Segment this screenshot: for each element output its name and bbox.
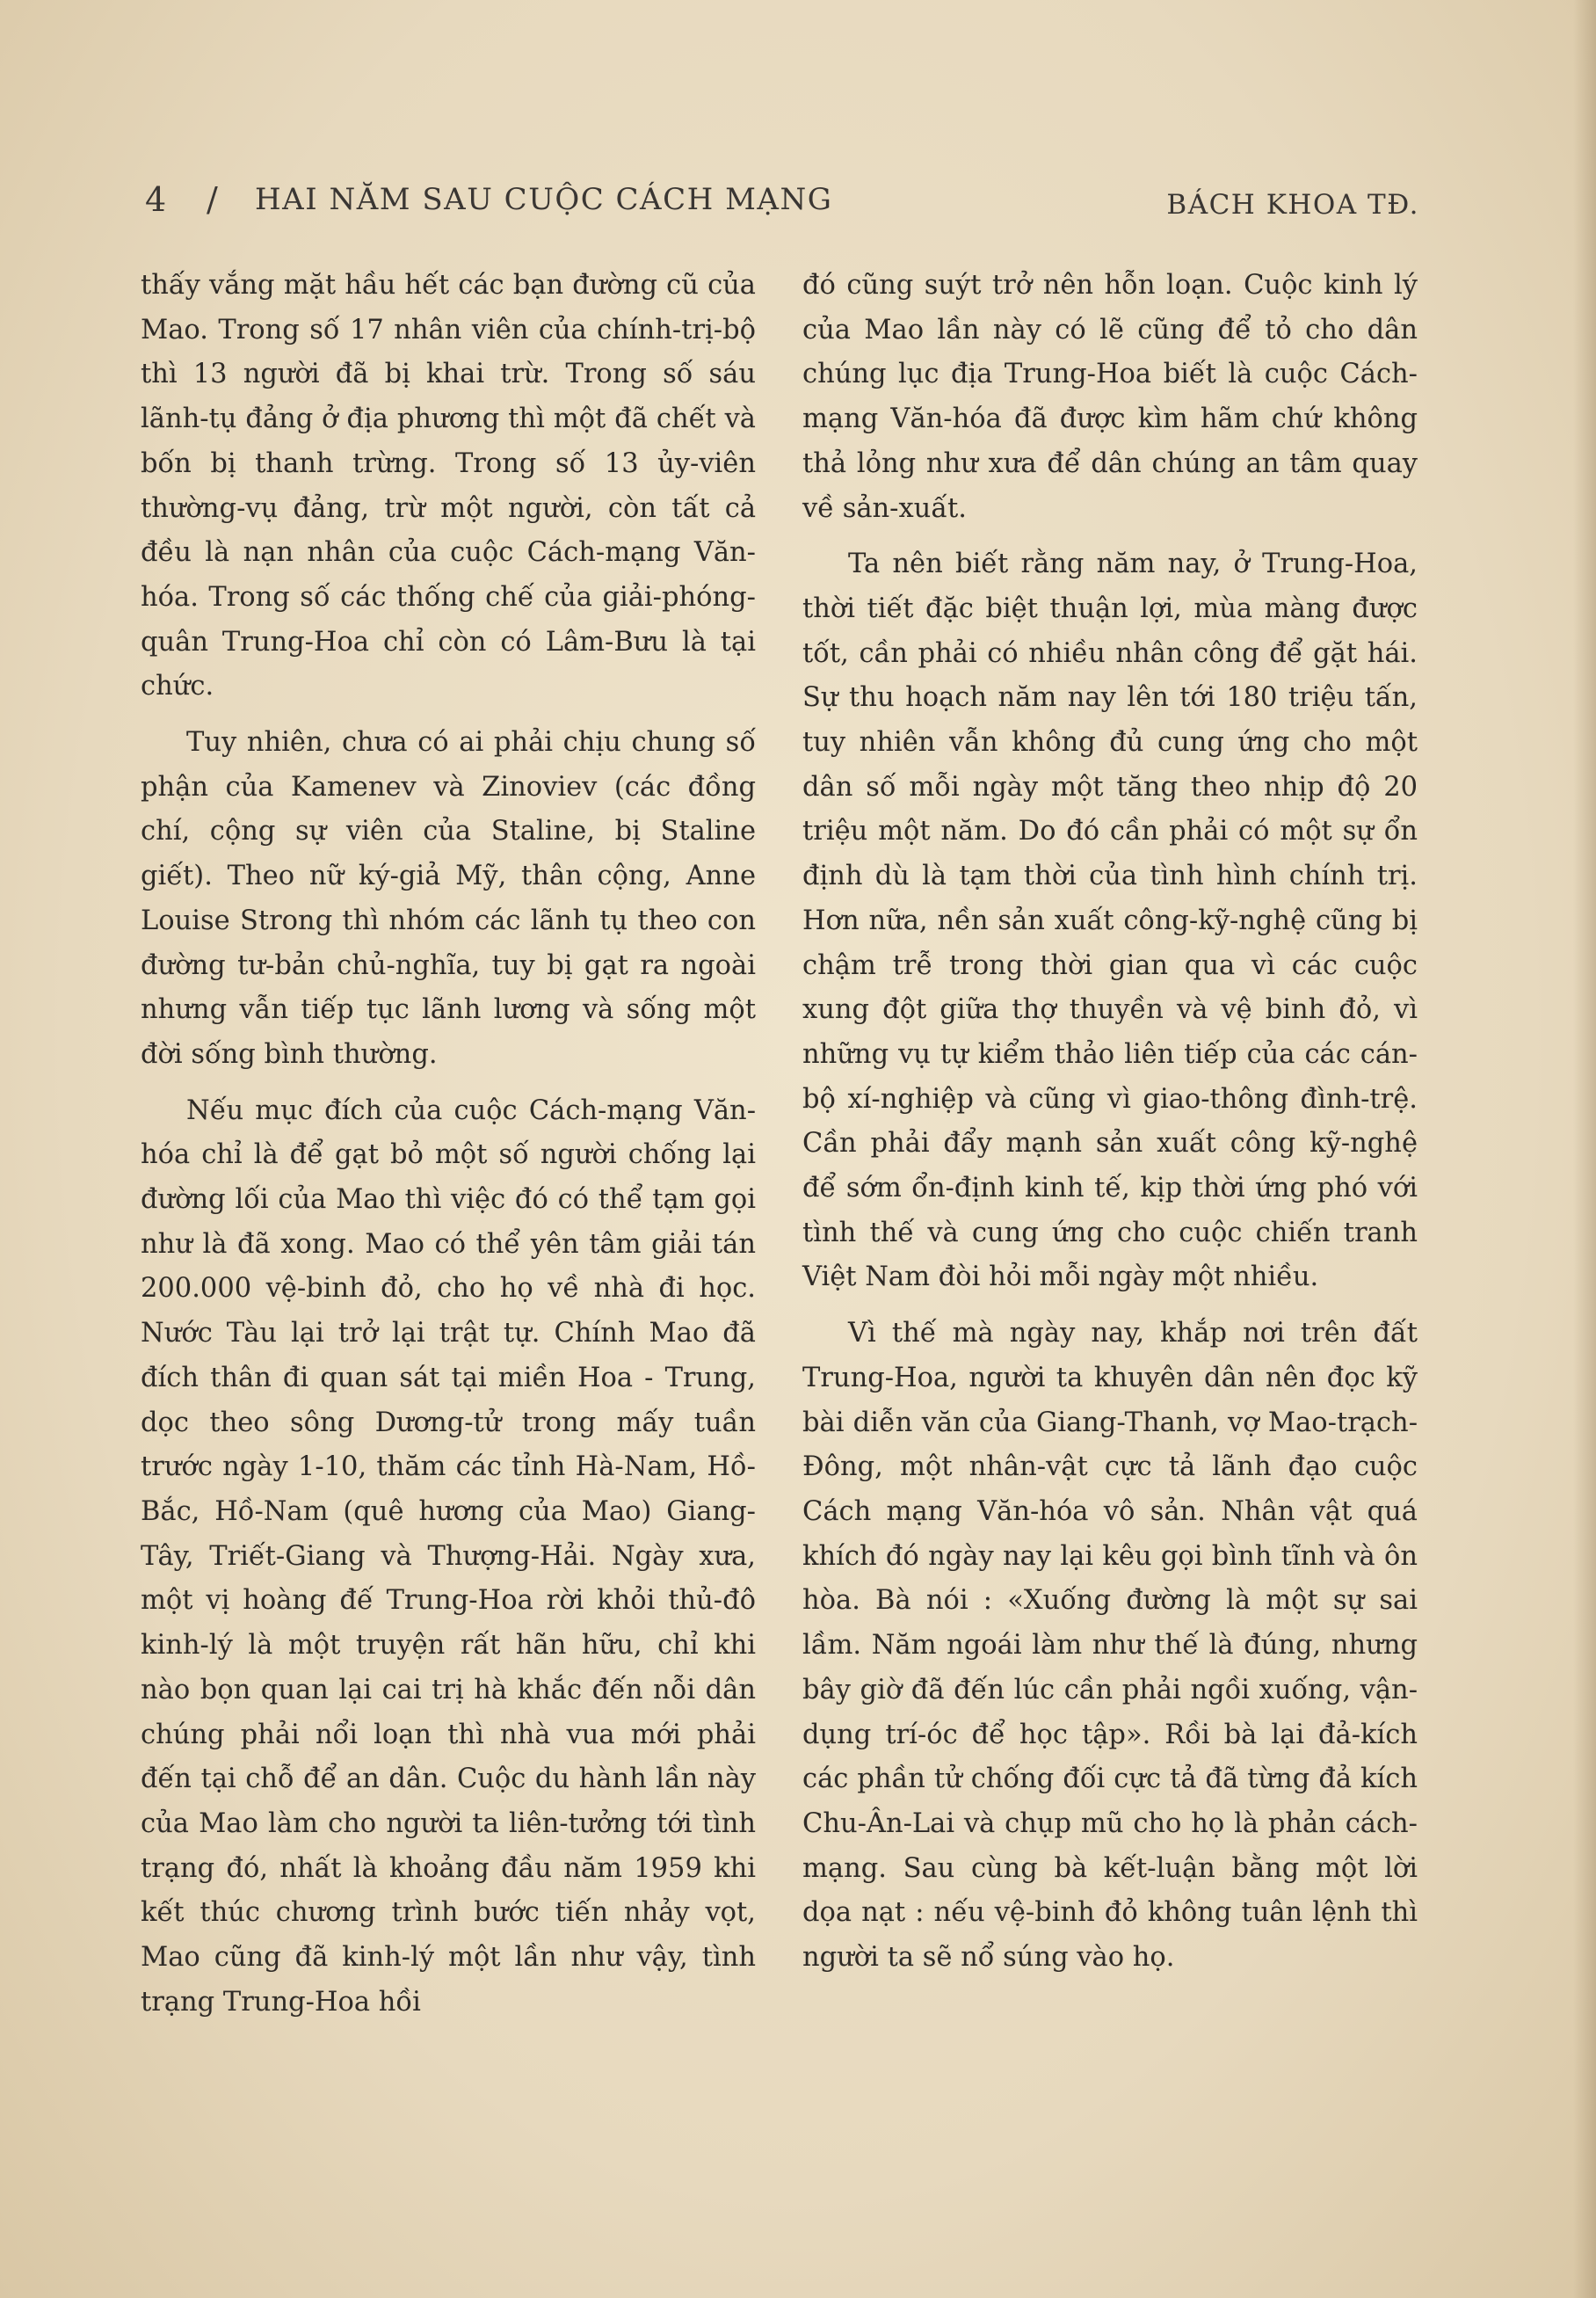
running-header: [145, 180, 1419, 233]
right-column: [802, 264, 1418, 1992]
left-column: [141, 264, 756, 2036]
page-edge-shadow: [1573, 0, 1596, 2298]
paragraph: Ta nên biết rằng năm nay, ở Trung-Hoa, thời tiết đặc biệt thuận lợi, mùa màng được tốt, cần phải có nhiều nhân công để gặt hái. Sự thu hoạch năm nay lên tới 180 triệu tấn, tuy nhiên vẫn không đủ cung ứng cho một dân số mỗi ngày một tăng theo nhịp độ 20 triệu một năm. Do đó cần phải có một sự ổn định dù là tạm thời của tình hình chính trị. Hơn nữa, nền sản xuất công-kỹ-nghệ cũng bị chậm trễ trong thời gian qua vì các cuộc xung đột giữa thợ thuyền và vệ binh đỏ, vì những vụ tự kiểm thảo liên tiếp của các cán-bộ xí-nghiệp và cũng vì giao-thông đình-trệ. Cần phải đẩy mạnh sản xuất công kỹ-nghệ để sớm ổn-định kinh tế, kịp thời ứng phó với tình thế và cung ứng cho cuộc chiến tranh Việt Nam đòi hỏi mỗi ngày một nhiều.: [802, 549, 1418, 1293]
running-title: HAI NĂM SAU CUỘC CÁCH MẠNG: [255, 182, 833, 217]
paragraph: Nếu mục đích của cuộc Cách-mạng Văn-hóa chỉ là để gạt bỏ một số người chống lại đường lối của Mao thì việc đó có thể tạm gọi như là đã xong. Mao có thể yên tâm giải tán 200.000 vệ-binh đỏ, cho họ về nhà đi học. Nước Tàu lại trở lại trật tự. Chính Mao đã đích thân đi quan sát tại miền Hoa - Trung, dọc theo sông Dương-tử trong mấy tuần trước ngày 1-10, thăm các tỉnh Hà-Nam, Hồ-Bắc, Hồ-Nam (quê hương của Mao) Giang-Tây, Triết-Giang và Thượng-Hải. Ngày xưa, một vị hoàng đế Trung-Hoa rời khỏi thủ-đô kinh-lý là một truyện rất hãn hữu, chỉ khi nào bọn quan lại cai trị hà khắc đến nỗi dân chúng phải nổi loạn thì nhà vua mới phải đến tại chỗ để an dân. Cuộc du hành lần này của Mao làm cho người ta liên-tưởng tới tình trạng đó, nhất là khoảng đầu năm 1959 khi kết thúc chương trình bước tiến nhảy vọt, Mao cũng đã kinh-lý một lần như vậy, tình trạng Trung-Hoa hồi: [141, 1094, 756, 2018]
journal-name: BÁCH KHOA TĐ.: [1166, 189, 1419, 221]
paragraph: đó cũng suýt trở nên hỗn loạn. Cuộc kinh lý của Mao lần này có lẽ cũng để tỏ cho dân chúng lục địa Trung-Hoa biết là cuộc Cách-mạng Văn-hóa đã được kìm hãm chứ không thả lỏng như xưa để dân chúng an tâm quay về sản-xuất.: [802, 270, 1418, 524]
paragraph: thấy vắng mặt hầu hết các bạn đường cũ của Mao. Trong số 17 nhân viên của chính-trị-bộ thì 13 người đã bị khai trừ. Trong số sáu lãnh-tụ đảng ở địa phương thì một đã chết và bốn bị thanh trừng. Trong số 13 ủy-viên thường-vụ đảng, trừ một người, còn tất cả đều là nạn nhân của cuộc Cách-mạng Văn-hóa. Trong số các thống chế của giải-phóng-quân Trung-Hoa chỉ còn có Lâm-Bưu là tại chức.: [141, 270, 756, 702]
page-number: 4: [145, 180, 167, 219]
paragraph: Tuy nhiên, chưa có ai phải chịu chung số phận của Kamenev và Zinoviev (các đồng chí, cộng sự viên của Staline, bị Staline giết). Theo nữ ký-giả Mỹ, thân cộng, Anne Louise Strong thì nhóm các lãnh tụ theo con đường tư-bản chủ-nghĩa, tuy bị gạt ra ngoài nhưng vẫn tiếp tục lãnh lương và sống một đời sống bình thường.: [141, 727, 756, 1070]
paragraph: Vì thế mà ngày nay, khắp nơi trên đất Trung-Hoa, người ta khuyên dân nên đọc kỹ bài diễn văn của Giang-Thanh, vợ Mao-trạch-Đông, một nhân-vật cực tả lãnh đạo cuộc Cách mạng Văn-hóa vô sản. Nhân vật quá khích đó ngày nay lại kêu gọi bình tĩnh và ôn hòa. Bà nói : «Xuống đường là một sự sai lầm. Năm ngoái làm như thế là đúng, nhưng bây giờ đã đến lúc cần phải ngồi xuống, vận-dụng trí-óc để học tập». Rồi bà lại đả-kích các phần tử chống đối cực tả đã từng đả kích Chu-Ân-Lai và chụp mũ cho họ là phản cách-mạng. Sau cùng bà kết-luận bằng một lời dọa nạt : nếu vệ-binh đỏ không tuân lệnh thì người ta sẽ nổ súng vào họ.: [802, 1318, 1418, 1974]
header-separator: /: [207, 180, 218, 219]
